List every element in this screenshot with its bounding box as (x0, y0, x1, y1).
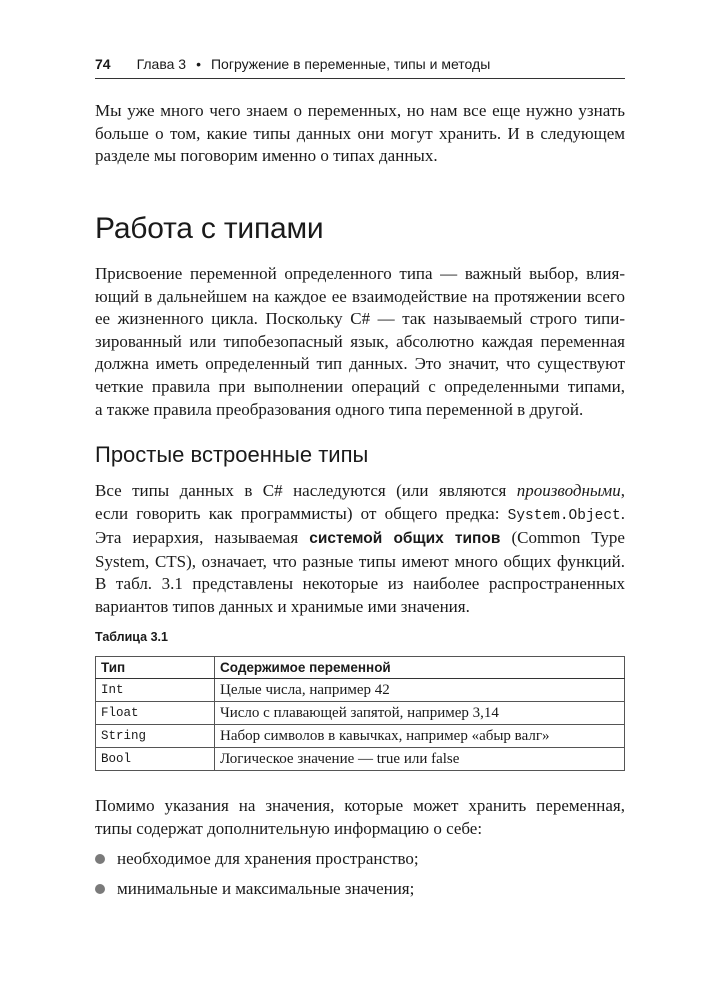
header-divider (95, 78, 625, 79)
text-run: Эта иерархия, называемая (95, 528, 310, 548)
types-table (95, 656, 625, 771)
table-caption: Таблица 3.1 (95, 630, 168, 644)
text-line: больше о том, какие типы данных они могут хранить. И в следующем (95, 123, 625, 143)
table-row (96, 725, 625, 748)
section-heading: Работа с типами (95, 212, 324, 245)
list-item-text: минимальные и максимальные значения; (117, 879, 415, 898)
text-line: ющий в дальнейшем на каждое ее взаимодействие на протяжении всего (95, 286, 625, 306)
text-line: ее жизненного цикла. Поскольку C# — так называемый строго типи- (95, 309, 625, 329)
type-cell: String (96, 725, 215, 748)
chapter-title: Погружение в переменные, типы и методы (210, 56, 491, 72)
bullet-icon (95, 884, 105, 894)
text-run: , (620, 481, 625, 500)
text-line: Присвоение переменной определенного типа — важный выбор, влия- (95, 264, 625, 283)
content-cell: Логическое значение — true или false (215, 748, 625, 771)
text-run: . (620, 503, 625, 523)
subsection-paragraph (95, 480, 625, 619)
type-cell: Int (96, 679, 215, 702)
text-run: (Common Type (500, 528, 625, 548)
text-line: В табл. 3.1 представлены некоторые из наиболее распространенных (95, 574, 625, 594)
section-paragraph (95, 263, 625, 421)
type-cell: Bool (96, 748, 215, 771)
inline-code: System.Object (507, 507, 621, 524)
table-row (96, 702, 625, 725)
bullet-icon (95, 854, 105, 864)
text-line: а также правила преобразования одного типа переменной в другой. (95, 399, 584, 419)
text-line (95, 480, 625, 503)
content-cell: Набор символов в кавычках, например «абыр валг» (215, 725, 625, 748)
bullet-list (95, 848, 625, 908)
after-table-paragraph (95, 795, 625, 840)
text-run: если говорить как программисты) от общего предка: (95, 503, 508, 523)
content-cell: Число с плавающей запятой, например 3,14 (215, 702, 625, 725)
page-number: 74 (95, 56, 111, 72)
list-item (95, 878, 625, 900)
list-item-text: необходимое для хранения пространство; (117, 849, 419, 868)
text-line: должна иметь определенный тип данных. Это значит, что существуют (95, 354, 625, 374)
table-header-row (96, 657, 625, 679)
text-line: вариантов типов данных и хранимые ими значения. (95, 596, 470, 616)
content-cell: Целые числа, например 42 (215, 679, 625, 702)
text-line: Мы уже много чего знаем о переменных, но нам все еще нужно узнать (95, 101, 625, 120)
text-line (95, 527, 625, 551)
emphasis-term: производными (516, 481, 621, 500)
text-line: зированный или типобезопасный язык, абсолютно каждая переменная (95, 331, 625, 351)
text-line: System, CTS), означает, что разные типы имеют много общих функций. (95, 551, 625, 571)
bold-term: системой общих типов (309, 530, 501, 548)
type-cell: Float (96, 702, 215, 725)
text-line: разделе мы поговорим именно о типах данных. (95, 146, 438, 166)
text-line (95, 503, 625, 528)
text-line: четкие правила при выполнении операций с определенными типами, (95, 376, 625, 396)
intro-paragraph (95, 100, 625, 168)
list-item (95, 848, 625, 870)
table-row (96, 679, 625, 702)
header-bullet: • (196, 56, 201, 72)
text-run: Все типы данных в C# наследуются (или являются (95, 481, 517, 500)
text-line: типы содержат дополнительную информацию о себе: (95, 818, 483, 838)
subsection-heading: Простые встроенные типы (95, 442, 369, 467)
column-header-type: Тип (96, 657, 215, 679)
column-header-content: Содержимое переменной (215, 657, 625, 679)
chapter-label: Глава 3 (136, 56, 187, 72)
running-header (95, 56, 625, 72)
text-line: Помимо указания на значения, которые может хранить переменная, (95, 796, 625, 815)
table-row (96, 748, 625, 771)
